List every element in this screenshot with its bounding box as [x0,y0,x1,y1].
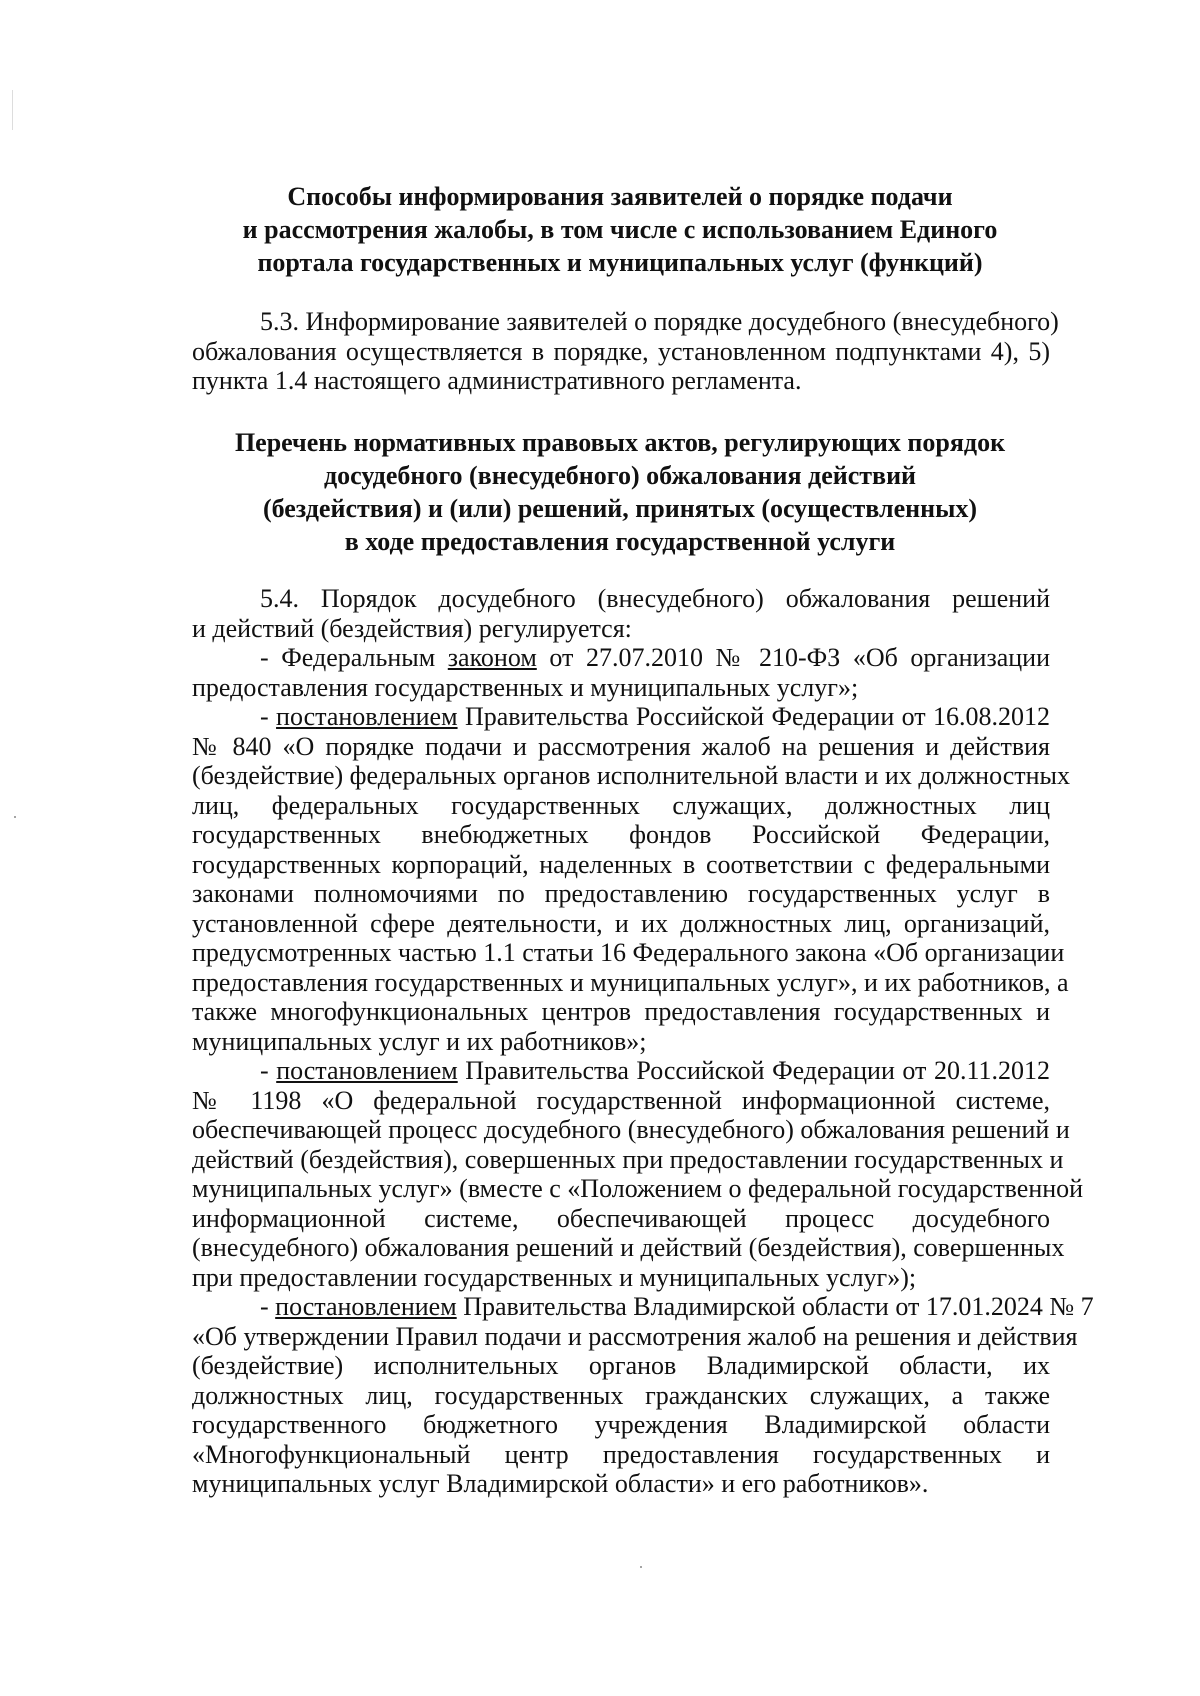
text-line: № 1198 «О федеральной государственной информационной системе, [192,1085,1050,1115]
text-line: должностных лиц, государственных гражданских служащих, а также [192,1380,1050,1410]
text-line: лиц, федеральных государственных служащих, должностных лиц [192,790,1050,820]
heading-line: в ходе предоставления государственной услуги [344,527,896,556]
text-line: информационной системе, обеспечивающей процесс досудебного [192,1203,1050,1233]
list-item-resolution-1198 [192,1056,1050,1086]
item-text: Правительства Владимирской области от 17.01.2024 № 7 [456,1292,1094,1321]
scan-speck [640,1566,642,1568]
heading-line: портала государственных и муниципальных услуг (функций) [257,248,983,277]
heading-line: (бездействия) и (или) решений, принятых (осуществленных) [262,494,978,523]
text-line: (внесудебного) обжалования решений и действий (бездействия), совершенных [192,1233,1065,1262]
text-line: муниципальных услуг» (вместе с «Положением о федеральной государственной [192,1174,1084,1203]
text-line: 5.3. Информирование заявителей о порядке досудебного (внесудебного) [260,307,1059,336]
text-line: установленной сфере деятельности, и их должностных лиц, организаций, [192,908,1050,938]
text-line: предоставления государственных и муниципальных услуг»; [192,672,859,702]
text-line: обжалования осуществляется в порядке, установленном подпунктами 4), 5) [192,336,1050,366]
text-line: также многофункциональных центров предоставления государственных и [192,997,1050,1026]
text-line: «Многофункциональный центр предоставления государственных и [192,1439,1050,1469]
item-text: Правительства Российской Федерации от 20.11.2012 [457,1056,1050,1085]
text-line: государственных внебюджетных фондов Российской Федерации, [192,820,1050,849]
text-line: (бездействие) исполнительных органов Владимирской области, их [192,1351,1050,1380]
text-line: государственного бюджетного учреждения Владимирской области [192,1410,1050,1439]
text-line: «Об утверждении Правил подачи и рассмотрения жалоб на решения и действия [192,1321,1078,1351]
section-heading-legal-acts [190,426,1050,558]
text-line: действий (бездействия), совершенных при предоставлении государственных и [192,1144,1064,1174]
text-line: муниципальных услуг Владимирской области» и его работников». [192,1469,929,1498]
list-item-resolution-840 [192,702,1050,732]
text-line: государственных корпораций, наделенных в соответствии с федеральными [192,849,1050,879]
item-text: Правительства Российской Федерации от 16.08.2012 [457,702,1050,731]
text-line: и действий (бездействия) регулируется: [192,613,632,643]
heading-line: Способы информирования заявителей о порядке подачи [287,182,953,211]
resolution-link[interactable]: постановлением [276,702,458,731]
heading-line: и рассмотрения жалобы, в том числе с использованием Единого [242,215,998,244]
item-prefix: - Федеральным [260,643,448,672]
text-line: предусмотренных частью 1.1 статьи 16 Федерального закона «Об организации [192,938,1065,967]
paragraph-5-3 [192,307,1059,396]
heading-line: досудебного (внесудебного) обжалования действий [323,461,917,490]
heading-line: Перечень нормативных правовых актов, регулирующих порядок [234,428,1006,457]
paragraph-5-4 [192,584,1094,1499]
text-line: предоставления государственных и муниципальных услуг», и их работников, а [192,967,1069,997]
section-heading-informing [190,180,1050,279]
text-line: при предоставлении государственных и муниципальных услуг»); [192,1262,917,1292]
text-line: (бездействие) федеральных органов исполнительной власти и их должностных [192,761,1071,790]
scan-speck [14,816,16,818]
text-line: законами полномочиями по предоставлению государственных услуг в [192,879,1050,908]
list-item-resolution-vladimir [192,1292,1094,1322]
item-prefix: - [260,702,277,731]
scan-speck [12,90,13,130]
text-line: муниципальных услуг и их работников»; [192,1026,647,1056]
resolution-link[interactable]: постановлением [276,1056,458,1085]
item-text: от 27.07.2010 № 210-ФЗ «Об организации [536,643,1051,672]
item-prefix: - [260,1056,277,1085]
text-line: 5.4. Порядок досудебного (внесудебного) обжалования решений [260,584,1050,613]
resolution-link[interactable]: постановлением [275,1292,457,1321]
list-item-federal-law [192,643,1050,673]
text-line: пункта 1.4 настоящего административного регламента. [192,366,802,395]
law-link[interactable]: законом [447,643,537,672]
item-prefix: - [260,1292,276,1321]
text-line: обеспечивающей процесс досудебного (внесудебного) обжалования решений и [192,1115,1070,1144]
text-line: № 840 «О порядке подачи и рассмотрения жалоб на решения и действия [192,731,1050,761]
